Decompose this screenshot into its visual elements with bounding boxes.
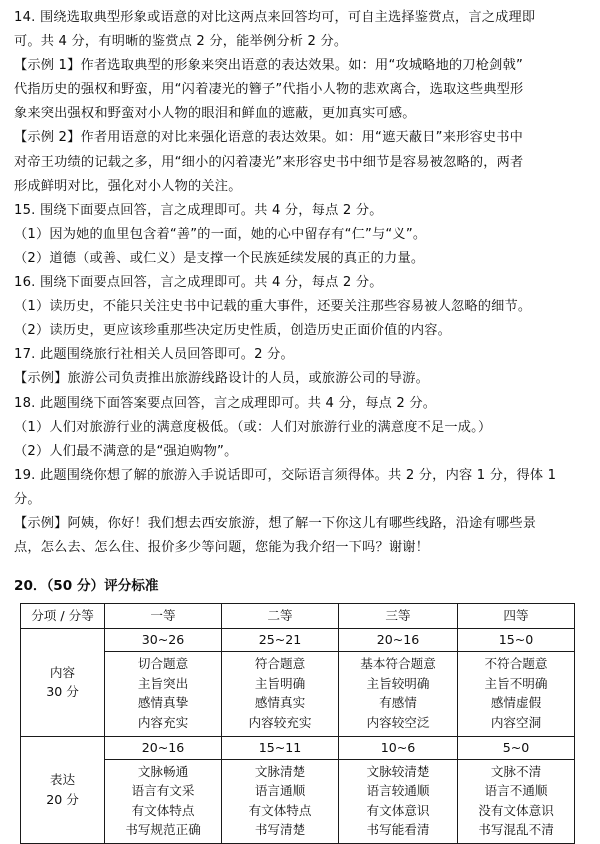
score-range: 20~16	[105, 736, 222, 759]
body-line: 14. 围绕选取典型形象或语意的对比这两点来回答均可，可自主选择鉴赏点，言之成理即	[14, 10, 536, 25]
criteria-item: 文脉畅通	[137, 763, 189, 779]
criteria-item: 语言通顺	[254, 783, 306, 799]
criteria-cell	[105, 759, 222, 843]
criteria-cell	[458, 652, 575, 736]
row-label-main: 表达	[49, 772, 76, 788]
criteria-item: 书写清楚	[254, 822, 306, 838]
body-line: 形成鲜明对比，强化对小人物的关注。	[14, 178, 242, 194]
body-line: 16. 围绕下面要点回答，言之成理即可。共 4 分，每点 2 分。	[14, 275, 383, 291]
criteria-item: 书写混乱不清	[478, 822, 554, 838]
criteria-item: 有文体意识	[366, 802, 430, 818]
criteria-item: 内容空洞	[490, 714, 542, 730]
criteria-item: 文脉较清楚	[366, 763, 430, 779]
body-line: 象来突出强权和野蛮对小人物的眼泪和鲜血的遮蔽，更加真实可感。	[14, 106, 416, 122]
criteria-item: 主旨较明确	[366, 675, 430, 691]
table-header-row	[21, 604, 575, 629]
criteria-item: 内容较空泛	[366, 714, 430, 730]
grade-header: 一等	[105, 604, 222, 629]
body-line: 18. 此题围绕下面答案要点回答，言之成理即可。共 4 分，每点 2 分。	[14, 395, 437, 411]
body-line: 15. 围绕下面要点回答，言之成理即可。共 4 分，每点 2 分。	[14, 202, 383, 218]
criteria-cell	[222, 759, 339, 843]
criteria-cell	[339, 652, 458, 736]
body-line: 【示例 1】作者选取典型的形象来突出语意的表达效果。如：用“攻城略地的刀枪剑戟”	[14, 58, 523, 74]
body-line: 17. 此题围绕旅行社相关人员回答即可。2 分。	[14, 347, 294, 363]
body-line: 对帝王功绩的记载之多，用“细小的闪着凄光”来形容史书中细节是容易被忽略的，两者	[14, 154, 524, 170]
section-title: 20．（50 分）评分标准	[14, 578, 159, 595]
body-line: 点，怎么去、怎么住、报价多少等问题，您能为我介绍一下吗？谢谢！	[14, 540, 430, 556]
body-line: （1）读历史，不能只关注史书中记载的重大事件，还要关注那些容易被人忽略的细节。	[14, 299, 532, 315]
body-line: （1）人们对旅游行业的满意度极低。（或：人们对旅游行业的满意度不足一成。）	[14, 419, 492, 435]
criteria-item: 语言不通顺	[484, 783, 548, 799]
row-label-sub: 30 分	[46, 684, 79, 700]
criteria-item: 内容充实	[137, 714, 189, 730]
criteria-item: 书写规范正确	[125, 822, 201, 838]
criteria-cell	[105, 652, 222, 736]
rubric-table	[20, 603, 575, 844]
criteria-item: 基本符合题意	[360, 656, 436, 672]
body-line: （2）人们最不满意的是“强迫购物”。	[14, 443, 238, 459]
body-line: 代指历史的强权和野蛮，用“闪着凄光的簪子”代指小人物的悲欢离合，选取这些典型形	[14, 82, 524, 98]
body-line: 可。共 4 分，有明晰的鉴赏点 2 分，能举例分析 2 分。	[14, 34, 348, 50]
criteria-item: 语言较通顺	[366, 783, 430, 799]
criteria-item: 没有文体意识	[478, 802, 554, 818]
criteria-row	[21, 652, 575, 736]
score-range: 20~16	[339, 629, 458, 652]
criteria-item: 主旨明确	[254, 675, 306, 691]
criteria-item: 有感情	[379, 695, 417, 711]
grade-header: 四等	[458, 604, 575, 629]
row-label-content	[21, 629, 105, 736]
criteria-item: 语言有文采	[131, 783, 195, 799]
score-range: 25~21	[222, 629, 339, 652]
score-range: 15~0	[458, 629, 575, 652]
grade-header: 三等	[339, 604, 458, 629]
body-line: 【示例】阿姨，你好！我们想去西安旅游，想了解一下你这儿有哪些线路，沿途有哪些景	[14, 515, 537, 531]
body-line: （1）因为她的血里包含着“善”的一面，她的心中留存有“仁”与“义”。	[14, 226, 427, 242]
grade-header: 二等	[222, 604, 339, 629]
corner-label: 分项 / 分等	[21, 604, 105, 629]
criteria-item: 文脉不清	[490, 763, 542, 779]
body-line: 【示例】旅游公司负责推出旅游线路设计的人员，或旅游公司的导游。	[14, 371, 430, 387]
criteria-row	[21, 759, 575, 843]
body-line: 分。	[14, 491, 41, 507]
criteria-item: 书写能看清	[366, 822, 430, 838]
criteria-cell	[222, 652, 339, 736]
criteria-item: 感情真挚	[137, 695, 189, 711]
row-label-expression	[21, 736, 105, 843]
body-text-block	[14, 6, 586, 560]
criteria-cell	[339, 759, 458, 843]
score-range: 30~26	[105, 629, 222, 652]
score-range: 5~0	[458, 736, 575, 759]
criteria-item: 感情真实	[254, 695, 306, 711]
score-range: 15~11	[222, 736, 339, 759]
criteria-item: 有文体特点	[248, 802, 312, 818]
criteria-item: 符合题意	[254, 656, 306, 672]
criteria-item: 主旨突出	[137, 675, 189, 691]
criteria-item: 文脉清楚	[254, 763, 306, 779]
score-range-row	[21, 736, 575, 759]
criteria-cell	[458, 759, 575, 843]
criteria-item: 有文体特点	[131, 802, 195, 818]
body-line: 【示例 2】作者用语意的对比来强化语意的表达效果。如：用“遮天蔽日”来形容史书中	[14, 130, 523, 146]
body-line: 19. 此题围绕你想了解的旅游入手说话即可，交际语言须得体。共 2 分，内容 1 分，得体 1	[14, 467, 557, 483]
criteria-item: 感情虚假	[490, 695, 542, 711]
row-label-sub: 20 分	[46, 791, 79, 807]
criteria-item: 切合题意	[137, 656, 189, 672]
criteria-item: 内容较充实	[248, 714, 312, 730]
score-range-row	[21, 629, 575, 652]
row-label-main: 内容	[49, 664, 76, 680]
body-line: （2）读历史，更应该珍重那些决定历史性质，创造历史正面价值的内容。	[14, 323, 451, 339]
criteria-item: 主旨不明确	[484, 675, 548, 691]
score-range: 10~6	[339, 736, 458, 759]
body-line: （2）道德（或善、或仁义）是支撑一个民族延续发展的真正的力量。	[14, 250, 425, 266]
criteria-item: 不符合题意	[484, 656, 548, 672]
